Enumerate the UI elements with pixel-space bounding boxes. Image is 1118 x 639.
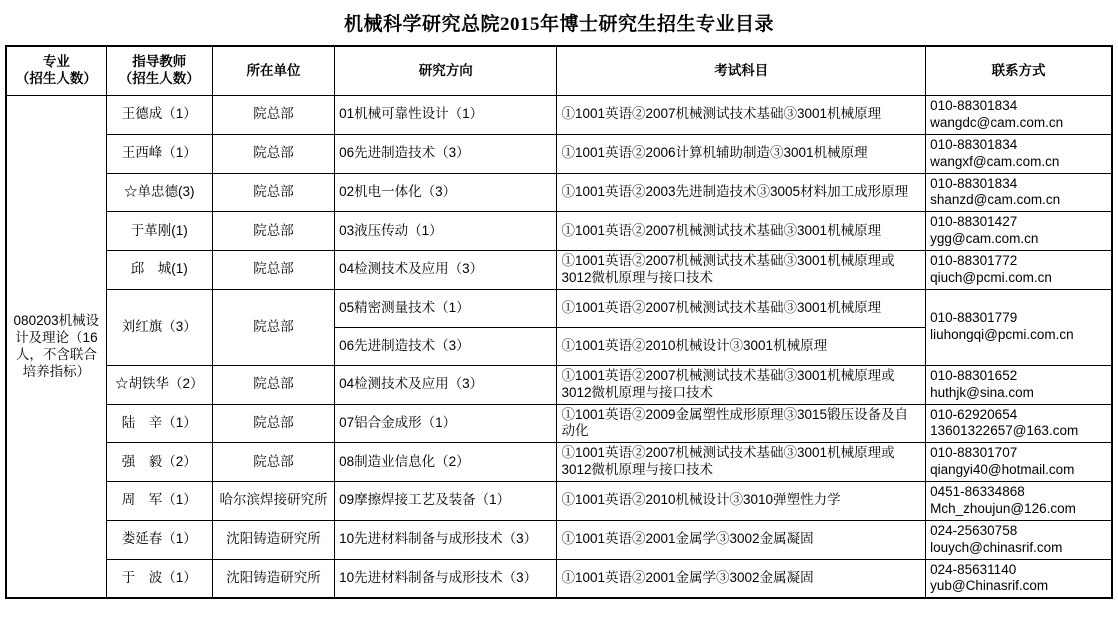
unit-cell: 院总部 [212,443,334,482]
table-row [6,443,1112,482]
unit-cell: 院总部 [212,134,334,173]
contact-cell [926,443,1112,482]
teacher-cell: 刘红旗（3） [106,289,212,365]
exam-subjects-cell: ①1001英语②2007机械测试技术基础③3001机械原理 [557,289,926,327]
table-row [6,520,1112,559]
unit-cell: 院总部 [212,212,334,251]
contact-cell [926,559,1112,598]
teacher-cell: 王德成（1） [106,96,212,135]
research-direction-cell: 04检测技术及应用（3） [335,251,557,290]
exam-subjects-cell: ①1001英语②2001金属学③3002金属凝固 [557,520,926,559]
contact-line: 0451-86334868 [930,484,1025,499]
table-row [6,289,1112,327]
contact-cell [926,96,1112,135]
column-header-teacher [106,46,212,96]
column-header-major-line1: 专业 [42,54,70,70]
exam-subjects-cell: ①1001英语②2010机械设计③3001机械原理 [557,327,926,365]
major-cell: 080203机械设计及理论（16人，不含联合培养指标） [6,96,106,599]
column-header-major [6,46,106,96]
table-row [6,212,1112,251]
column-header-teacher-line1: 指导教师 [132,54,187,70]
research-direction-cell: 05精密测量技术（1） [335,289,557,327]
research-direction-cell: 06先进制造技术（3） [335,134,557,173]
contact-line: qiangyi40@hotmail.com [930,462,1075,478]
contact-line: 010-88301772 [930,253,1018,268]
exam-subjects-cell: ①1001英语②2001金属学③3002金属凝固 [557,559,926,598]
unit-cell: 哈尔滨焊接研究所 [212,482,334,521]
contact-cell [926,212,1112,251]
table-row [6,251,1112,290]
teacher-cell: 周 军（1） [106,482,212,521]
exam-subjects-cell: ①1001英语②2007机械测试技术基础③3001机械原理或3012微机原理与接口技术 [557,443,926,482]
table-row [6,365,1112,404]
contact-line: 010-88301779 [930,310,1018,326]
research-direction-cell: 06先进制造技术（3） [335,327,557,365]
exam-subjects-cell: ①1001英语②2007机械测试技术基础③3001机械原理或3012微机原理与接口技术 [557,251,926,290]
contact-cell [926,404,1112,443]
contact-line: 010-88301652 [930,367,1018,383]
teacher-cell: 陆 辛（1） [106,404,212,443]
teacher-cell: 于 波（1） [106,559,212,598]
research-direction-cell: 04检测技术及应用（3） [335,365,557,404]
table-row [6,134,1112,173]
contact-cell [926,173,1112,212]
research-direction-cell: 10先进材料制备与成形技术（3） [335,559,557,598]
teacher-cell: 强 毅（2） [106,443,212,482]
column-header-unit: 所在单位 [212,46,334,96]
exam-subjects-cell: ①1001英语②2007机械测试技术基础③3001机械原理或3012微机原理与接口技术 [557,365,926,404]
contact-line: 010-62920654 [930,406,1018,422]
research-direction-cell: 01机械可靠性设计（1） [335,96,557,135]
contact-line: 010-88301834 [930,136,1018,152]
contact-line: wangdc@cam.com.cn [930,114,1064,130]
research-direction-cell: 09摩擦焊接工艺及装备（1） [335,482,557,521]
contact-cell [926,365,1112,404]
unit-cell: 院总部 [212,365,334,404]
contact-line: 024-85631140 [930,561,1017,577]
research-direction-cell: 03液压传动（1） [335,212,557,251]
exam-subjects-cell: ①1001英语②2009金属塑性成形原理③3015锻压设备及自动化 [557,404,926,443]
table-row [6,404,1112,443]
column-header-major-line2: （招生人数） [15,71,97,86]
table-row [6,173,1112,212]
column-header-contact: 联系方式 [926,46,1112,96]
column-header-direction: 研究方向 [335,46,557,96]
contact-cell [926,482,1112,521]
teacher-cell: 娄延春（1） [106,520,212,559]
contact-line: qiuch@pcmi.com.cn [930,269,1052,285]
teacher-cell: 邱 城(1) [106,251,212,290]
contact-line: shanzd@cam.com.cn [930,192,1061,208]
contact-line: yub@Chinasrif.com [930,578,1049,594]
contact-cell [926,520,1112,559]
column-header-teacher-line2: （招生人数） [118,71,200,86]
contact-line: 024-25630758 [930,522,1018,538]
teacher-cell: 于革刚(1) [106,212,212,251]
contact-cell [926,134,1112,173]
contact-line: wangxf@cam.com.cn [930,153,1060,169]
exam-subjects-cell: ①1001英语②2007机械测试技术基础③3001机械原理 [557,96,926,135]
table-row [6,559,1112,598]
exam-subjects-cell: ①1001英语②2003先进制造技术③3005材料加工成形原理 [557,173,926,212]
unit-cell: 院总部 [212,251,334,290]
contact-line: Mch_zhoujun@126.com [930,500,1076,516]
contact-line: 010-88301834 [930,98,1018,113]
table-row [6,96,1112,135]
unit-cell: 沈阳铸造研究所 [212,520,334,559]
contact-cell [926,289,1112,365]
contact-cell [926,251,1112,290]
unit-cell: 院总部 [212,96,334,135]
contact-line: 010-88301834 [930,175,1018,191]
contact-line: 13601322657@163.com [930,423,1079,439]
teacher-cell: ☆胡铁华（2） [106,365,212,404]
unit-cell: 院总部 [212,404,334,443]
page-title: 机械科学研究总院2015年博士研究生招生专业目录 [343,14,774,35]
table-header [6,46,1112,96]
exam-subjects-cell: ①1001英语②2010机械设计③3010弹塑性力学 [557,482,926,521]
contact-line: liuhongqi@pcmi.com.cn [930,327,1074,343]
teacher-cell: 王西峰（1） [106,134,212,173]
unit-cell: 院总部 [212,289,334,365]
contact-line: huthjk@sina.com [930,384,1034,400]
research-direction-cell: 08制造业信息化（2） [335,443,557,482]
table-body [6,96,1112,599]
research-direction-cell: 10先进材料制备与成形技术（3） [335,520,557,559]
exam-subjects-cell: ①1001英语②2007机械测试技术基础③3001机械原理 [557,212,926,251]
contact-line: 010-88301427 [930,214,1018,230]
teacher-cell: ☆单忠德(3) [106,173,212,212]
research-direction-cell: 02机电一体化（3） [335,173,557,212]
exam-subjects-cell: ①1001英语②2006计算机辅助制造③3001机械原理 [557,134,926,173]
research-direction-cell: 07铝合金成形（1） [335,404,557,443]
contact-line: ygg@cam.com.cn [930,231,1039,247]
unit-cell: 沈阳铸造研究所 [212,559,334,598]
contact-line: louych@chinasrif.com [930,539,1063,555]
admissions-catalog-table [5,45,1113,599]
unit-cell: 院总部 [212,173,334,212]
contact-line: 010-88301707 [930,445,1018,461]
table-row [6,482,1112,521]
column-header-exam: 考试科目 [557,46,926,96]
